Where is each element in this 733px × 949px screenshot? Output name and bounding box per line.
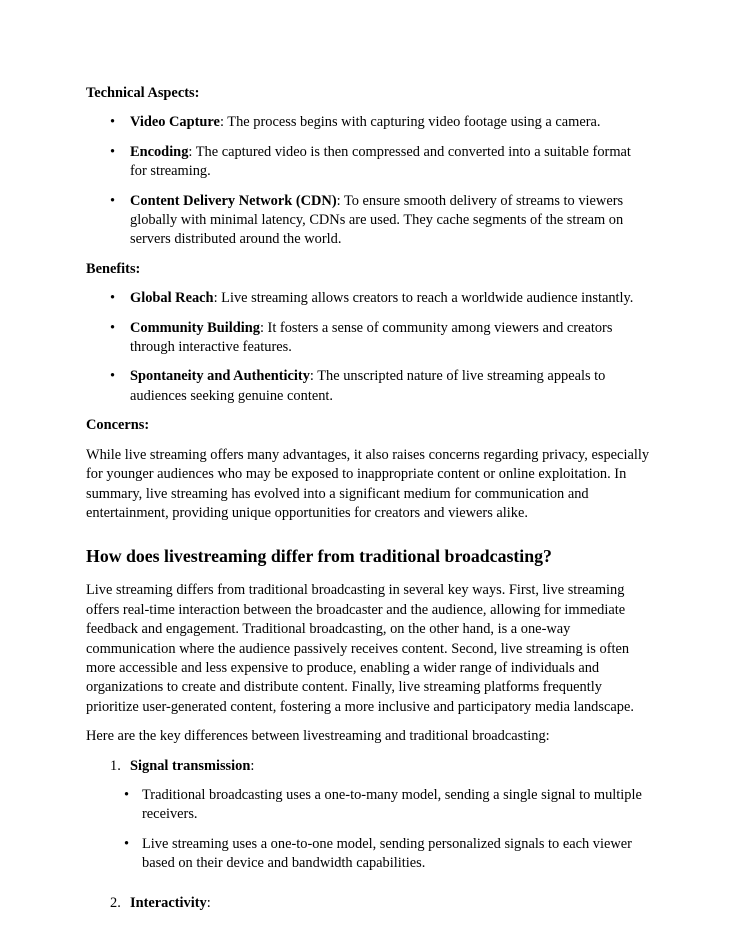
differences-paragraph: Live streaming differs from traditional broadcasting in several key ways. First, live streaming offers real-time interaction between the broadcaster and the audience, allowing for immediate feedback and engagement. Traditional broadcasting, on the other hand, is a one-way communication where the audience passively receives content. Second, live streaming is often more accessible and less expensive to produce, enabling a wider range of individuals and organizations to create and distribute content. Finally, live streaming platforms frequently prioritize user-generated content, fostering a more inclusive and participatory media landscape. (86, 582, 634, 715)
item-text: : The captured video is then compressed and converted into a suitable format for streaming. (130, 143, 631, 180)
bullet-icon: • (110, 192, 116, 209)
list-item-content (130, 757, 650, 776)
item-term: Content Delivery Network (CDN) (130, 192, 337, 209)
list-item-content (130, 289, 650, 308)
list-item (86, 143, 650, 182)
bullet-icon: • (110, 319, 116, 336)
section-heading-livestreaming-vs-broadcasting: How does livestreaming differ from traditional broadcasting? (86, 546, 552, 567)
technical-aspects-list (86, 113, 650, 249)
list-item-content (130, 143, 650, 182)
signal-transmission-sublist (86, 786, 650, 874)
sub-list-item (86, 786, 650, 825)
list-item (86, 319, 650, 358)
bullet-icon: • (110, 143, 116, 160)
item-text: : The process begins with capturing video footage using a camera. (219, 114, 601, 131)
sub-item-text: Traditional broadcasting uses a one-to-many model, sending a single signal to multiple receivers. (142, 786, 642, 823)
list-item (86, 113, 650, 132)
item-text: : The unscripted nature of live streaming appeals to audiences seeking genuine content. (130, 368, 606, 404)
key-differences-list (86, 757, 650, 913)
list-item-content (130, 113, 650, 132)
heading-technical-aspects: Technical Aspects: (86, 85, 200, 101)
item-term: Community Building (130, 319, 260, 336)
list-item-content (130, 319, 650, 358)
list-item (86, 192, 650, 250)
item-term: Encoding (130, 143, 189, 160)
list-item (86, 289, 650, 308)
bullet-icon: • (124, 786, 130, 803)
bullet-icon: • (110, 368, 116, 385)
item-text: : It fosters a sense of community among viewers and creators through interactive features. (130, 319, 613, 356)
numbered-item (86, 894, 650, 913)
document-content (86, 84, 650, 923)
list-item-content (130, 894, 650, 913)
item-text: : To ensure smooth delivery of streams to viewers globally with minimal latency, CDNs are used. They cache segments of the stream on servers distributed around the world. (130, 192, 624, 248)
bullet-icon: • (110, 114, 116, 131)
item-term: Video Capture (130, 114, 220, 131)
concerns-paragraph: While live streaming offers many advantages, it also raises concerns regarding privacy, especially for younger audiences who may be exposed to inappropriate content or online exploitation. In summary, live streaming has evolved into a significant medium for communication and entertainment, providing unique opportunities for creators and viewers alike. (86, 446, 650, 521)
item-term: Signal transmission (130, 757, 251, 774)
bullet-icon: • (124, 835, 130, 852)
item-text: : Live streaming allows creators to reach a worldwide audience instantly. (213, 290, 634, 307)
list-item-content (130, 192, 650, 250)
list-item (86, 367, 650, 406)
list-item-content (130, 367, 650, 406)
item-text: : (250, 757, 255, 774)
sub-list-item (86, 835, 650, 874)
heading-concerns: Concerns: (86, 417, 150, 434)
key-differences-intro: Here are the key differences between livestreaming and traditional broadcasting: (86, 728, 550, 745)
bullet-icon: • (110, 290, 116, 307)
item-term: Spontaneity and Authenticity (130, 368, 310, 385)
item-text: : (206, 894, 211, 911)
heading-benefits: Benefits: (86, 260, 141, 277)
sub-list-wrap (86, 776, 650, 884)
sub-item-text: Live streaming uses a one-to-one model, sending personalized signals to each viewer based on their device and bandwidth capabilities. (142, 835, 632, 872)
list-number: 2. (110, 894, 121, 911)
item-term: Global Reach (130, 290, 214, 307)
item-term: Interactivity (130, 894, 207, 911)
numbered-item (86, 757, 650, 884)
list-number: 1. (110, 757, 121, 774)
benefits-list (86, 289, 650, 406)
